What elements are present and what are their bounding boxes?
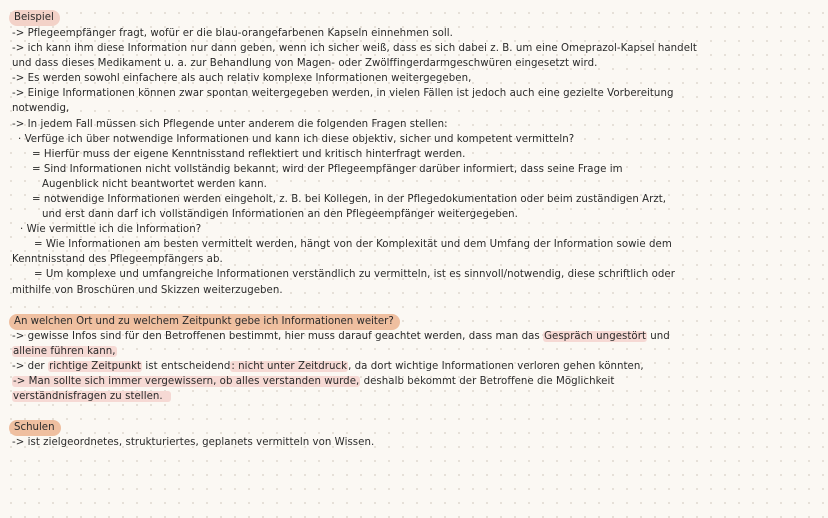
beispiel-line-1: -> Pflegeempfänger fragt, wofür er die blau-orangefarbenen Kapseln einnehmen soll. [12, 28, 453, 39]
highlight-zeitdruck: : nicht unter Zeitdruck [231, 361, 348, 372]
ort-line-3-mid: ist entscheidend [142, 361, 231, 372]
answer-line-4: = notwendige Informationen werden eingeholt, z. B. bei Kollegen, in der Pflegedokumentation oder beim zuständigen Arzt, [32, 194, 667, 205]
ort-line-3-start: -> der [12, 361, 48, 372]
highlight-gespraech: Gespräch ungestört [544, 331, 646, 342]
ort-line-3 [12, 360, 644, 374]
ort-line-1-end: und [647, 331, 670, 342]
answer-line-3: Augenblick nicht beantwortet werden kann. [42, 179, 267, 190]
heading-ort-zeitpunkt: An welchen Ort und zu welchem Zeitpunkt gebe ich Informationen weiter? [9, 314, 400, 330]
highlight-vergewissern: -> Man sollte sich immer vergewissern, ob alles verstanden wurde, [13, 376, 360, 387]
ort-line-3-end: , da dort wichtige Informationen verloren gehen könnten, [348, 361, 644, 372]
highlight-verstaendnisfragen: verständnisfragen zu stellen. [12, 391, 171, 402]
ort-line-2 [12, 345, 117, 359]
ort-line-4 [12, 375, 614, 389]
highlight-zeitpunkt: richtige Zeitpunkt [48, 361, 142, 372]
highlight-alleine: alleine führen kann, [13, 346, 116, 357]
answer-line-2: = Sind Informationen nicht vollständig bekannt, wird der Pflegeempfänger darüber informiert, dass seine Frage im [32, 164, 623, 175]
heading-schulen: Schulen [9, 420, 61, 436]
heading-beispiel: Beispiel [9, 10, 60, 26]
answer-line-6: = Wie Informationen am besten vermittelt werden, hängt von der Komplexität und dem Umfang der Information sowie dem [34, 239, 672, 250]
beispiel-line-3: und dass dieses Medikament u. a. zur Behandlung von Magen- oder Zwölffingerdarmgeschwüren eingesetzt wird. [12, 58, 598, 69]
ort-line-5 [12, 390, 171, 404]
ort-line-1-text: -> gewisse Infos sind für den Betroffenen bestimmt, hier muss darauf geachtet werden, dass man das [12, 331, 544, 342]
answer-line-1: = Hierfür muss der eigene Kenntnisstand reflektiert und kritisch hinterfragt werden. [32, 149, 466, 160]
bullet-question-1: · Verfüge ich über notwendige Informationen und kann ich diese objektiv, sicher und kompetent vermitteln? [18, 134, 575, 145]
ort-line-4-end: deshalb bekommt der Betroffene die Möglichkeit [360, 376, 615, 387]
answer-line-5: und erst dann darf ich vollständigen Informationen an den Pflegeempfänger weitergegeben. [42, 209, 518, 220]
beispiel-line-5: -> Einige Informationen können zwar spontan weitergegeben werden, in vielen Fällen ist jedoch auch eine gezielte Vorbereitung [12, 88, 674, 99]
schulen-line-1: -> ist zielgeordnetes, strukturiertes, geplanets vermitteln von Wissen. [12, 437, 375, 448]
answer-line-9: mithilfe von Broschüren und Skizzen weiterzugeben. [12, 285, 283, 296]
beispiel-line-4: -> Es werden sowohl einfachere als auch relativ komplexe Informationen weitergegeben, [12, 73, 472, 84]
beispiel-line-6: notwendig, [12, 103, 70, 114]
answer-line-8: = Um komplexe und umfangreiche Informationen verständlich zu vermitteln, ist es sinnvoll/notwendig, diese schriftlich oder [34, 269, 675, 280]
bullet-question-2: · Wie vermittle ich die Information? [20, 224, 202, 235]
beispiel-line-7: -> In jedem Fall müssen sich Pflegende unter anderem die folgenden Fragen stellen: [12, 119, 448, 130]
ort-line-1 [12, 330, 670, 344]
beispiel-line-2: -> ich kann ihm diese Information nur dann geben, wenn ich sicher weiß, dass es sich dabei z. B. um eine Omeprazol-Kapsel handelt [12, 43, 697, 54]
answer-line-7: Kenntnisstand des Pflegeempfängers ab. [12, 254, 223, 265]
